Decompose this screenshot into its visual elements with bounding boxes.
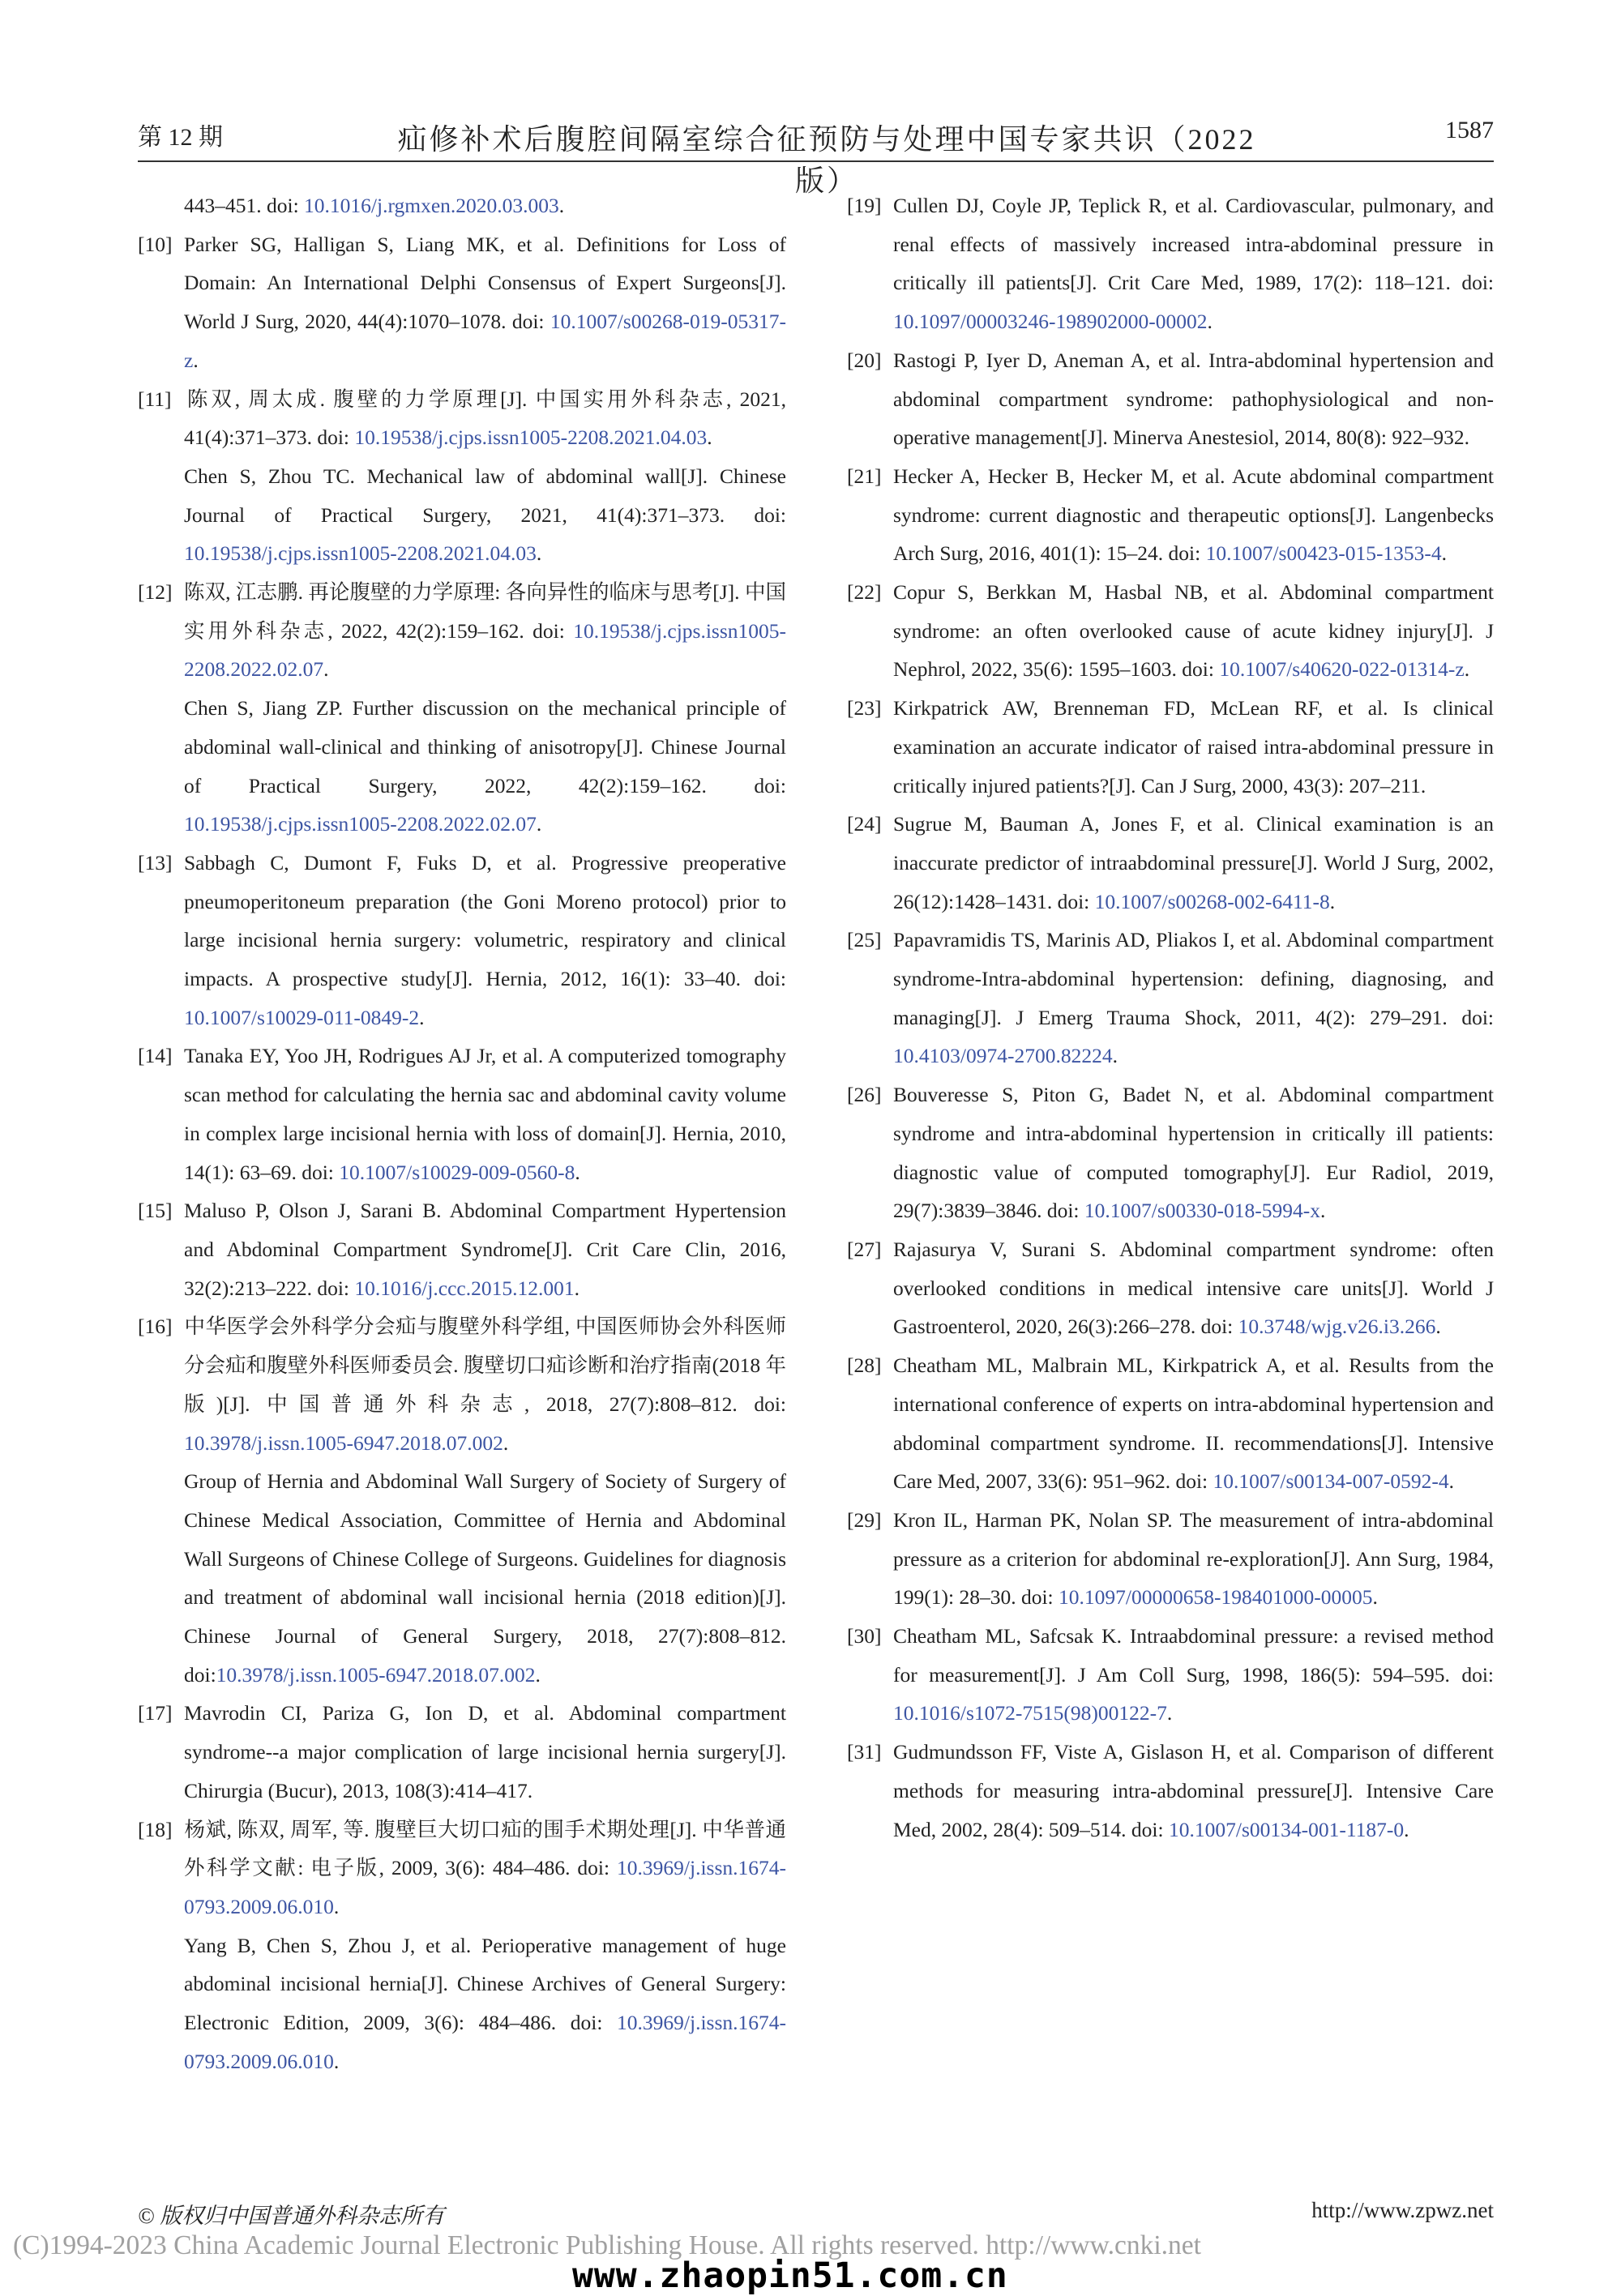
reference-number: [23] bbox=[847, 696, 882, 720]
reference-text: Sugrue M, Bauman A, Jones F, et al. Clinical examination is an inaccurate predictor of intraabdominal pressure[J]. World J Surg, 2002, 26(12):1428–1431. doi: bbox=[893, 812, 1494, 913]
reference-end-punctuation: . bbox=[707, 425, 712, 450]
reference-number: [17] bbox=[138, 1701, 173, 1725]
reference-end-punctuation: . bbox=[1372, 1585, 1378, 1610]
reference-text: Bouveresse S, Piton G, Badet N, et al. Abdominal compartment syndrome and intra-abdominal hypertension in critically ill patients: diagnostic value of computed tomography[J]. Eur Radiol, 2019, 29(7):3839–3846. doi: bbox=[893, 1083, 1494, 1223]
reference-end-punctuation: . bbox=[419, 1005, 425, 1029]
doi-link[interactable]: 10.19538/j.cjps.issn1005-2208.2021.04.03 bbox=[354, 425, 708, 450]
reference-text: Rastogi P, Iyer D, Aneman A, et al. Intra-abdominal hypertension and abdominal compartment syndrome: pathophysiological and non-operative management[J]. Minerva Anestesiol, 2014, 80(8): 922–932. bbox=[893, 348, 1494, 450]
doi-link[interactable]: 10.1007/s00423-015-1353-4 bbox=[1205, 541, 1442, 566]
doi-link[interactable]: 10.3748/wjg.v26.i3.266 bbox=[1238, 1315, 1436, 1339]
reference-entry bbox=[847, 186, 1494, 341]
reference-text: 中华医学会外科学分会疝与腹壁外科学组, 中国医师协会外科医师分会疝和腹壁外科医师委员会. 腹壁切口疝诊断和治疗指南(2018 年版)[J]. 中国普通外科杂志, 2018, 27(7):808–812. doi: bbox=[184, 1315, 786, 1416]
reference-entry bbox=[138, 1037, 786, 1191]
reference-entry bbox=[847, 805, 1494, 921]
reference-end-punctuation: . bbox=[1464, 657, 1470, 682]
reference-text: Yang B, Chen S, Zhou J, et al. Perioperative management of huge abdominal incisional hernia[J]. Chinese Archives of General Surgery: Electronic Edition, 2009, 3(6): 484–486. doi: bbox=[184, 1933, 786, 2035]
reference-number: [10] bbox=[138, 232, 173, 256]
reference-entry bbox=[138, 1307, 786, 1462]
reference-text: Cheatham ML, Safcsak K. Intraabdominal pressure: a revised method for measurement[J]. J Am Coll Surg, 1998, 186(5): 594–595. doi: bbox=[893, 1624, 1494, 1687]
reference-text: Kirkpatrick AW, Brenneman FD, McLean RF, et al. Is clinical examination an accurate indicator of raised intra-abdominal pressure in critically injured patients?[J]. Can J Surg, 2000, 43(3): 207–211. bbox=[893, 696, 1494, 797]
reference-number: [25] bbox=[847, 928, 882, 952]
reference-column-right bbox=[847, 186, 1494, 1849]
doi-link[interactable]: 10.19538/j.cjps.issn1005-2208.2021.04.03 bbox=[184, 541, 537, 566]
doi-link[interactable]: 10.19538/j.cjps.issn1005-2208.2022.02.07 bbox=[184, 812, 537, 836]
reference-text: Chen S, Zhou TC. Mechanical law of abdominal wall[J]. Chinese Journal of Practical Surgery, 2021, 41(4):371–373. doi: bbox=[184, 464, 786, 527]
doi-link[interactable]: 10.3969/j.issn.1674-0793.2009.06.010 bbox=[184, 1856, 786, 1918]
journal-url[interactable]: http://www.zpwz.net bbox=[1311, 2198, 1494, 2222]
reference-text: Chen S, Jiang ZP. Further discussion on the mechanical principle of abdominal wall-clinical and thinking of anisotropy[J]. Chinese Journal of Practical Surgery, 2022, 42(2):159–162. doi: bbox=[184, 696, 786, 797]
reference-entry bbox=[847, 1501, 1494, 1617]
doi-link[interactable]: 10.3978/j.issn.1005-6947.2018.07.002 bbox=[216, 1662, 536, 1687]
reference-continuation bbox=[138, 186, 786, 225]
doi-link[interactable]: 10.1007/s00330-018-5994-x bbox=[1084, 1199, 1320, 1223]
reference-end-punctuation: . bbox=[575, 1160, 580, 1184]
reference-text: Cullen DJ, Coyle JP, Teplick R, et al. Cardiovascular, pulmonary, and renal effects of massively increased intra-abdominal pressure in critically ill patients[J]. Crit Care Med, 1989, 17(2): 118–121. doi: bbox=[893, 194, 1494, 295]
reference-end-punctuation: . bbox=[536, 541, 542, 566]
reference-entry bbox=[847, 921, 1494, 1075]
reference-entry bbox=[138, 1811, 786, 1926]
reference-end-punctuation: . bbox=[1319, 1199, 1326, 1223]
doi-link[interactable]: 10.1097/00003246-198902000-00002 bbox=[893, 310, 1208, 334]
reference-end-punctuation: . bbox=[1112, 1044, 1118, 1068]
reference-entry bbox=[847, 1230, 1494, 1346]
reference-entry bbox=[138, 1191, 786, 1307]
reference-entry bbox=[138, 380, 786, 457]
doi-link[interactable]: 10.4103/0974-2700.82224 bbox=[893, 1044, 1113, 1068]
reference-continuation bbox=[138, 689, 786, 844]
reference-entry bbox=[847, 689, 1494, 805]
reference-end-punctuation: . bbox=[1404, 1817, 1409, 1841]
doi-link[interactable]: 10.1097/00000658-198401000-00005 bbox=[1059, 1585, 1373, 1610]
reference-column-left bbox=[138, 186, 786, 2080]
reference-number: [29] bbox=[847, 1507, 882, 1532]
reference-end-punctuation: . bbox=[1329, 889, 1336, 913]
reference-entry bbox=[847, 341, 1494, 457]
reference-number: [14] bbox=[138, 1044, 173, 1068]
reference-continuation bbox=[138, 1926, 786, 2081]
reference-end-punctuation: . bbox=[1441, 541, 1448, 566]
reference-end-punctuation: . bbox=[333, 1894, 340, 1918]
doi-link[interactable]: 10.1007/s10029-009-0560-8 bbox=[339, 1160, 575, 1184]
reference-entry bbox=[138, 573, 786, 689]
cnki-notice: (C)1994-2023 China Academic Journal Electronic Publishing House. All rights reserved. http://www.cnki.net bbox=[13, 2230, 1201, 2260]
doi-link[interactable]: 10.1007/s40620-022-01314-z bbox=[1219, 657, 1465, 682]
reference-end-punctuation: . bbox=[1207, 310, 1213, 334]
reference-text: Sabbagh C, Dumont F, Fuks D, et al. Progressive preoperative pneumoperitoneum preparation (the Goni Moreno protocol) prior to large incisional hernia surgery: volumetric, respiratory and clinical impacts. A prospective study[J]. Hernia, 2012, 16(1): 33–40. doi: bbox=[184, 850, 786, 991]
reference-end-punctuation: . bbox=[1166, 1701, 1173, 1725]
reference-end-punctuation: . bbox=[503, 1430, 509, 1455]
reference-number: [22] bbox=[847, 580, 882, 605]
page-footer bbox=[138, 2198, 1494, 2230]
reference-number: [24] bbox=[847, 812, 882, 836]
reference-number: [30] bbox=[847, 1624, 882, 1648]
doi-link[interactable]: 10.3969/j.issn.1674-0793.2009.06.010 bbox=[184, 2011, 786, 2073]
page-number: 1587 bbox=[1445, 117, 1494, 143]
reference-text: Parker SG, Halligan S, Liang MK, et al. Definitions for Loss of Domain: An International Delphi Consensus of Expert Surgeons[J]. World J Surg, 2020, 44(4):1070–1078. doi: bbox=[184, 232, 786, 334]
reference-end-punctuation: . bbox=[1435, 1315, 1441, 1339]
reference-continuation bbox=[138, 457, 786, 573]
reference-number: [28] bbox=[847, 1353, 882, 1378]
reference-entry bbox=[847, 457, 1494, 573]
doi-link[interactable]: 10.1016/j.rgmxen.2020.03.003 bbox=[304, 194, 559, 217]
running-header bbox=[138, 113, 1494, 197]
reference-number: [13] bbox=[138, 850, 173, 874]
reference-text: Mavrodin CI, Pariza G, Ion D, et al. Abdominal compartment syndrome--a major complication of large incisional hernia surgery[J]. Chirurgia (Bucur), 2013, 108(3):414–417. bbox=[184, 1701, 786, 1802]
reference-entry bbox=[847, 1617, 1494, 1733]
reference-entry bbox=[847, 1346, 1494, 1501]
watermark: www.zhaopin51.com.cn bbox=[572, 2255, 1008, 2296]
doi-link[interactable]: 10.1007/s00134-007-0592-4 bbox=[1213, 1469, 1449, 1494]
copyright-notice: © 版权归中国普通外科杂志所有 bbox=[138, 2204, 445, 2228]
reference-text: Gudmundsson FF, Viste A, Gislason H, et al. Comparison of different methods for measuring intra-abdominal pressure[J]. Intensive Care Med, 2002, 28(4): 509–514. doi: bbox=[893, 1740, 1494, 1841]
reference-text: Papavramidis TS, Marinis AD, Pliakos I, et al. Abdominal compartment syndrome-Intra-abdominal hypertension: defining, diagnosing, and managing[J]. J Emerg Trauma Shock, 2011, 4(2): 279–291. doi: bbox=[893, 928, 1494, 1029]
reference-end-punctuation: . bbox=[535, 1662, 541, 1687]
reference-number: [15] bbox=[138, 1199, 173, 1223]
reference-continuation bbox=[138, 1462, 786, 1694]
reference-text: Hecker A, Hecker B, Hecker M, et al. Acute abdominal compartment syndrome: current diagnostic and therapeutic options[J]. Langenbecks Arch Surg, 2016, 401(1): 15–24. doi: bbox=[893, 464, 1494, 566]
doi-link[interactable]: 10.3978/j.issn.1005-6947.2018.07.002 bbox=[184, 1430, 503, 1455]
reference-end-punctuation: . bbox=[1448, 1469, 1454, 1494]
doi-link[interactable]: 10.1007/s10029-011-0849-2 bbox=[184, 1005, 420, 1029]
doi-link[interactable]: 10.1007/s00134-001-1187-0 bbox=[1168, 1817, 1405, 1841]
reference-number: [16] bbox=[138, 1315, 173, 1339]
reference-number: [20] bbox=[847, 348, 882, 372]
reference-entry bbox=[138, 1694, 786, 1810]
doi-link[interactable]: 10.1007/s00268-002-6411-8 bbox=[1094, 889, 1330, 913]
reference-entry bbox=[847, 1733, 1494, 1849]
reference-end-punctuation: . bbox=[323, 657, 329, 682]
header-rule bbox=[138, 160, 1494, 162]
reference-text: Kron IL, Harman PK, Nolan SP. The measurement of intra-abdominal pressure as a criterion for abdominal re-exploration[J]. Ann Surg, 1984, 199(1): 28–30. doi: bbox=[893, 1507, 1494, 1610]
reference-text: Tanaka EY, Yoo JH, Rodrigues AJ Jr, et al. A computerized tomography scan method for calculating the hernia sac and abdominal cavity volume in complex large incisional hernia with loss of domain[J]. Hernia, 2010, 14(1): 63–69. doi: bbox=[184, 1044, 786, 1184]
reference-number: [19] bbox=[847, 194, 882, 217]
reference-number: [21] bbox=[847, 464, 882, 488]
reference-end-punctuation: . bbox=[333, 2049, 340, 2073]
reference-end-punctuation: . bbox=[558, 194, 565, 217]
reference-number: [27] bbox=[847, 1237, 882, 1261]
doi-link[interactable]: 10.1016/s1072-7515(98)00122-7 bbox=[893, 1701, 1167, 1725]
reference-number: [11] bbox=[138, 387, 172, 411]
reference-text: 陈双, 周太成. 腹壁的力学原理[J]. 中国实用外科杂志, 2021, 41(4):371–373. doi: bbox=[184, 387, 786, 450]
reference-text: 443–451. doi: bbox=[184, 194, 305, 217]
reference-end-punctuation: . bbox=[536, 812, 542, 836]
reference-number: [31] bbox=[847, 1740, 882, 1764]
doi-link[interactable]: 10.1007/s00268-019-05317-z bbox=[184, 310, 786, 372]
issue-number: 第 12 期 bbox=[138, 124, 223, 151]
reference-text: Group of Hernia and Abdominal Wall Surgery of Society of Surgery of Chinese Medical Association, Committee of Hernia and Abdominal Wall Surgeons of Chinese College of Surgeons. Guidelines for diagnosis and treatment of abdominal wall incisional hernia (2018 edition)[J]. Chinese Journal of General Surgery, 2018, 27(7):808–812. doi: bbox=[184, 1469, 786, 1687]
reference-end-punctuation: . bbox=[574, 1276, 580, 1300]
reference-text: Maluso P, Olson J, Sarani B. Abdominal Compartment Hypertension and Abdominal Compartment Syndrome[J]. Crit Care Clin, 2016, 32(2):213–222. doi: bbox=[184, 1199, 786, 1300]
reference-entry bbox=[847, 573, 1494, 689]
reference-text: Rajasurya V, Surani S. Abdominal compartment syndrome: often overlooked conditions in medical intensive care units[J]. World J Gastroenterol, 2020, 26(3):266–278. doi: bbox=[893, 1237, 1494, 1339]
reference-number: [18] bbox=[138, 1817, 173, 1841]
reference-text: Copur S, Berkkan M, Hasbal NB, et al. Abdominal compartment syndrome: an often overlooked cause of acute kidney injury[J]. J Nephrol, 2022, 35(6): 1595–1603. doi: bbox=[893, 580, 1494, 682]
running-title: 疝修补术后腹腔间隔室综合征预防与处理中国专家共识（2022 版） bbox=[397, 123, 1256, 197]
reference-end-punctuation: . bbox=[193, 348, 199, 372]
doi-link[interactable]: 10.19538/j.cjps.issn1005-2208.2022.02.07 bbox=[184, 618, 786, 682]
reference-text: Cheatham ML, Malbrain ML, Kirkpatrick A, et al. Results from the international conference of experts on intra-abdominal hypertension and abdominal compartment syndrome. II. recommendations[J]. Intensive Care Med, 2007, 33(6): 951–962. doi: bbox=[893, 1353, 1494, 1494]
reference-text: 杨斌, 陈双, 周军, 等. 腹壁巨大切口疝的围手术期处理[J]. 中华普通外科学文献: 电子版, 2009, 3(6): 484–486. doi: bbox=[184, 1817, 786, 1880]
reference-entry bbox=[138, 225, 786, 380]
reference-number: [12] bbox=[138, 580, 173, 605]
reference-number: [26] bbox=[847, 1083, 882, 1107]
reference-entry bbox=[847, 1075, 1494, 1230]
reference-entry bbox=[138, 844, 786, 1037]
doi-link[interactable]: 10.1016/j.ccc.2015.12.001 bbox=[354, 1276, 575, 1300]
reference-text: 陈双, 江志鹏. 再论腹壁的力学原理: 各向异性的临床与思考[J]. 中国实用外科杂志, 2022, 42(2):159–162. doi: bbox=[184, 580, 786, 643]
